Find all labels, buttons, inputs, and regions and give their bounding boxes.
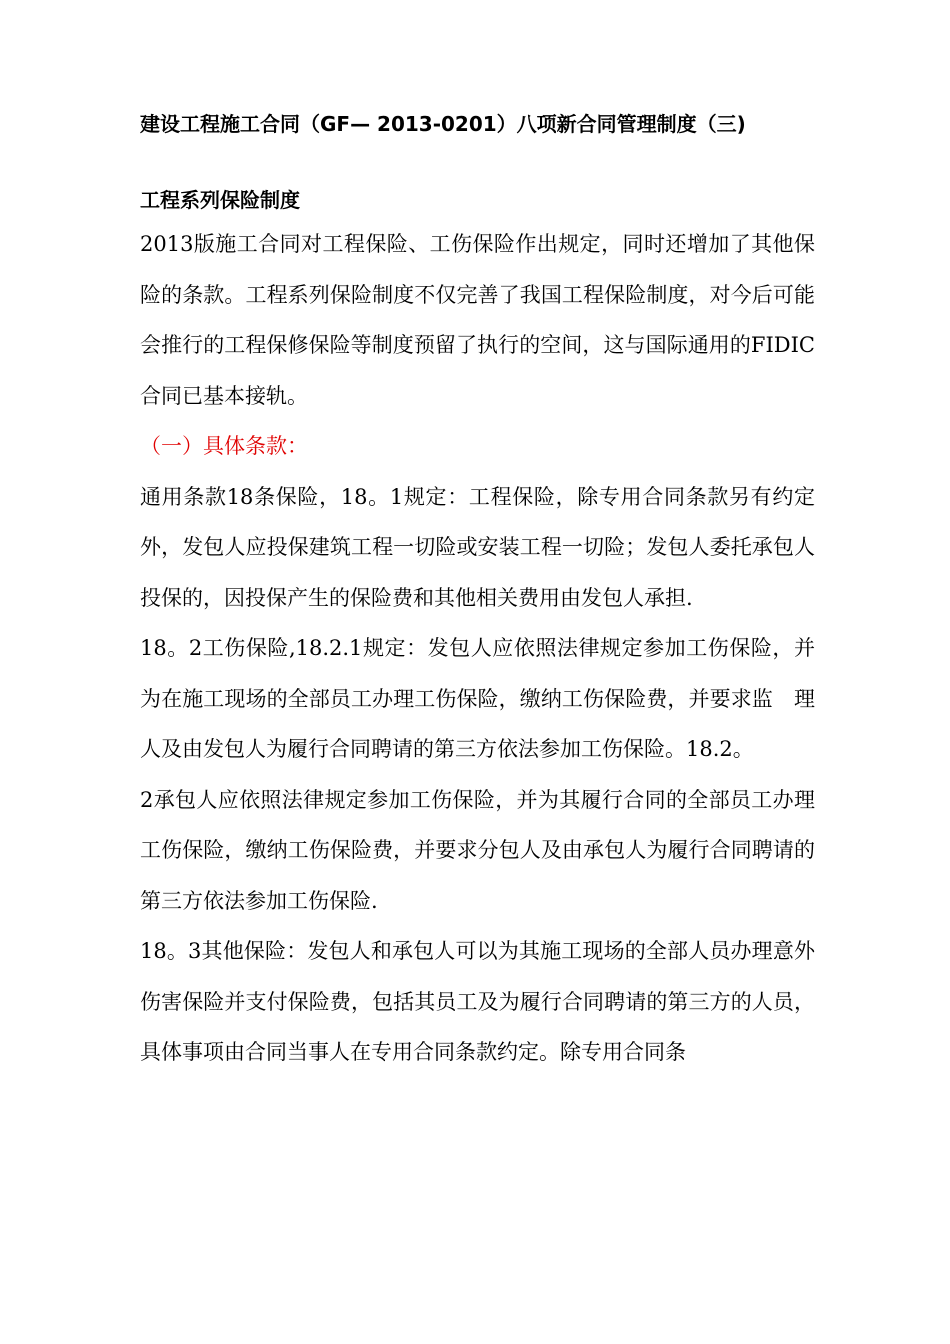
- subheading-specific-clauses: （一）具体条款：: [140, 434, 308, 458]
- paragraph-intro: 2013版施工合同对工程保险、工伤保险作出规定，同时还增加了其他保险的条款。工程系列保险制度不仅完善了我国工程保险制度，对今后可能会推行的工程保修保险等制度预留了执行的空间，这与国际通用的FIDIC合同已基本接轨。: [140, 232, 815, 408]
- document-body: [140, 219, 815, 1078]
- paragraph-clause-18-2-1: 18。2工伤保险,18.2.1规定：发包人应依照法律规定参加工伤保险，并为在施工现场的全部员工办理工伤保险，缴纳工伤保险费，并要求监 理人及由发包人为履行合同聘请的第三方依法参加工伤保险。18.2。: [140, 636, 815, 761]
- section-heading: 工程系列保险制度: [140, 188, 300, 212]
- document-title: 建设工程施工合同（GF— 2013-0201）八项新合同管理制度（三): [140, 112, 746, 136]
- paragraph-clause-18-1: 通用条款18条保险，18。1规定：工程保险，除专用合同条款另有约定外，发包人应投保建筑工程一切险或安装工程一切险；发包人委托承包人投保的，因投保产生的保险费和其他相关费用由发包人承担.: [140, 484, 815, 610]
- paragraph-clause-18-2-2: 2承包人应依照法律规定参加工伤保险，并为其履行合同的全部员工办理工伤保险，缴纳工伤保险费，并要求分包人及由承包人为履行合同聘请的第三方依法参加工伤保险.: [140, 787, 815, 913]
- paragraph-clause-18-3: 18。3其他保险：发包人和承包人可以为其施工现场的全部人员办理意外伤害保险并支付保险费，包括其员工及为履行合同聘请的第三方的人员，具体事项由合同当事人在专用合同条款约定。除专用合同条: [140, 939, 815, 1064]
